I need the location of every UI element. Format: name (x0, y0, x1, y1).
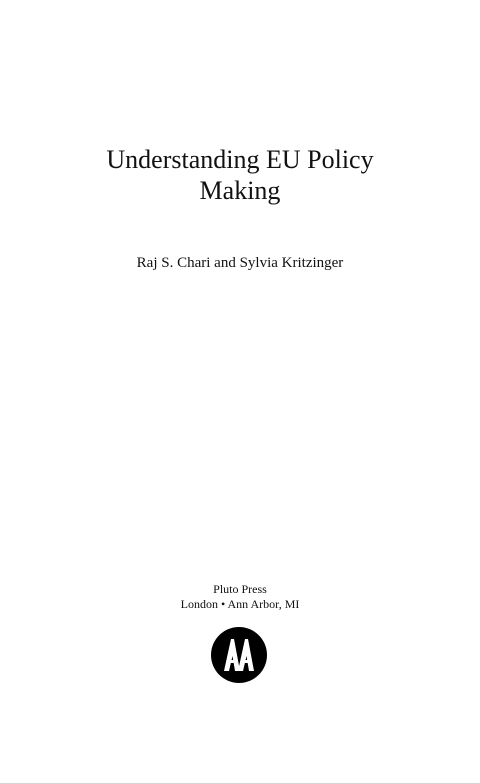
book-title (0, 144, 480, 206)
book-title-line-1: Understanding EU Policy (106, 145, 374, 174)
book-authors: Raj S. Chari and Sylvia Kritzinger (136, 255, 344, 271)
publisher-block (0, 582, 480, 612)
book-title-line-2: Making (199, 176, 281, 205)
publisher-locations: London • Ann Arbor, MI (180, 597, 300, 611)
pluto-press-logo-icon (210, 626, 268, 684)
publisher-name: Pluto Press (213, 582, 267, 596)
